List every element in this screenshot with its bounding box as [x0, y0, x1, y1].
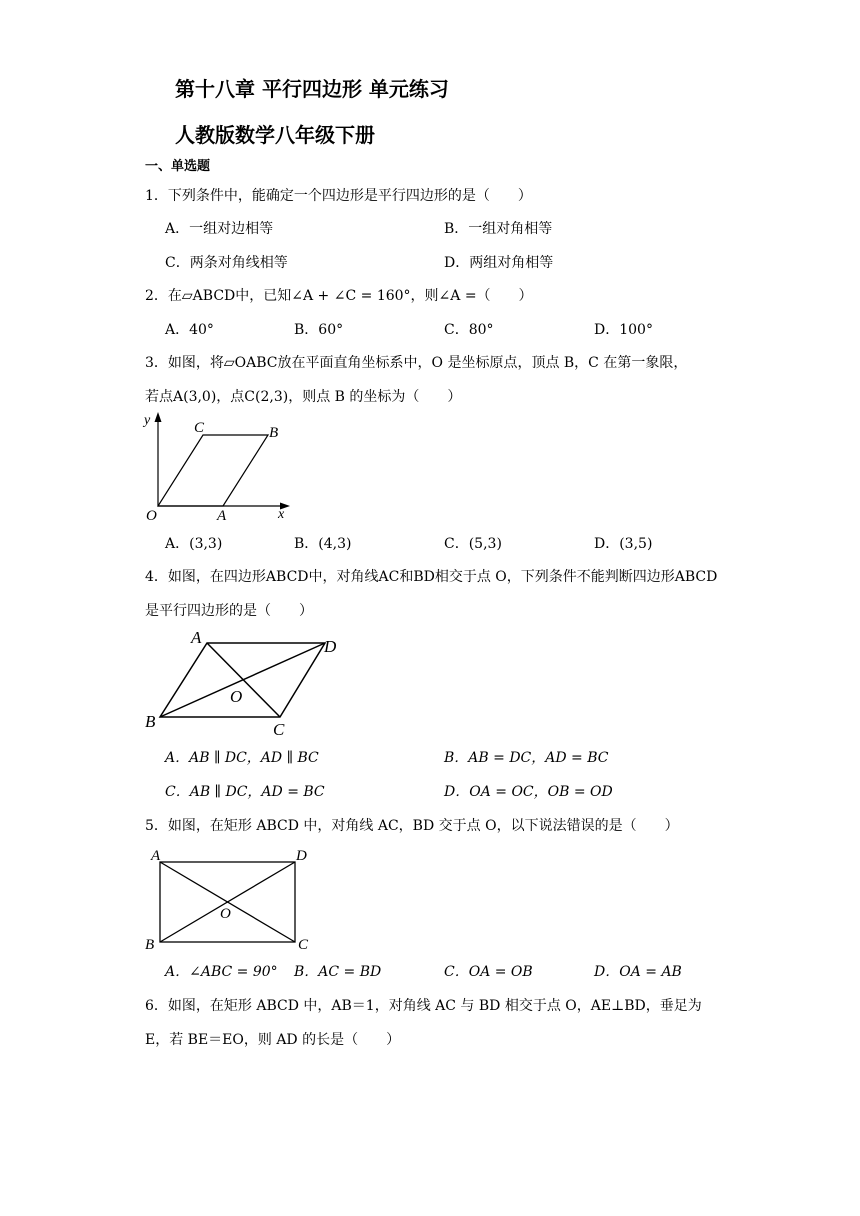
q2-option-b: B．60°	[294, 322, 344, 338]
title-line-2: 人教版数学八年级下册	[175, 123, 375, 147]
q4-option-c: C．AB ∥ DC，AD = BC	[165, 784, 325, 800]
label-a: A	[151, 848, 161, 864]
q3-option-b: B．(4,3)	[294, 536, 352, 552]
diagonal-bd	[160, 643, 325, 717]
q3-coordinate-figure	[140, 410, 300, 525]
label-b: B	[269, 425, 279, 441]
q4-option-d: D．OA = OC，OB = OD	[444, 784, 613, 800]
label-c: C	[273, 720, 285, 739]
q1-stem: 1．下列条件中，能确定一个四边形是平行四边形的是（ ）	[145, 188, 532, 204]
q5-option-a: A．∠ABC = 90°	[165, 964, 278, 980]
q4-quadrilateral-figure	[140, 625, 350, 740]
q3-option-a: A．(3,3)	[165, 536, 223, 552]
q5-option-b: B．AC = BD	[294, 964, 382, 980]
label-a: A	[217, 508, 227, 524]
q3-stem-line-1: 3．如图，将▱OABC放在平面直角坐标系中，O 是坐标原点，顶点 B，C 在第一象限，	[145, 355, 688, 371]
q1-option-b: B．一组对角相等	[444, 221, 553, 237]
label-b: B	[145, 712, 156, 731]
label-y: y	[144, 413, 151, 428]
section-heading: 一、单选题	[145, 159, 211, 174]
label-d: D	[324, 637, 337, 656]
q2-option-a: A．40°	[165, 322, 214, 338]
title-line-1: 第十八章 平行四边形 单元练习	[175, 77, 449, 101]
q3-option-c: C．(5,3)	[444, 536, 502, 552]
q1-option-a: A．一组对边相等	[165, 221, 274, 237]
q3-stem-line-2: 若点A(3,0)，点C(2,3)，则点 B 的坐标为（ ）	[145, 389, 462, 405]
label-o: O	[220, 906, 231, 922]
q2-option-c: C．80°	[444, 322, 494, 338]
q5-stem: 5．如图，在矩形 ABCD 中，对角线 AC，BD 交于点 O，以下说法错误的是（ ）	[145, 818, 679, 834]
q6-stem-line-1: 6．如图，在矩形 ABCD 中，AB＝1，对角线 AC 与 BD 相交于点 O，AE⊥BD，垂足为	[145, 998, 702, 1014]
q4-option-a: A．AB ∥ DC，AD ∥ BC	[165, 750, 319, 766]
q5-option-c: C．OA = OB	[444, 964, 533, 980]
q5-rectangle-figure	[140, 840, 320, 955]
label-a: A	[191, 628, 202, 647]
parallelogram-oabc	[158, 435, 268, 506]
label-c: C	[298, 937, 309, 953]
q5-option-d: D．OA = AB	[594, 964, 682, 980]
q4-stem-line-1: 4．如图，在四边形ABCD中，对角线AC和BD相交于点 O，下列条件不能判断四边形ABCD	[145, 569, 718, 585]
q1-option-d: D．两组对角相等	[444, 255, 554, 271]
label-o: O	[146, 508, 157, 524]
q2-stem: 2．在▱ABCD中，已知∠A + ∠C = 160°，则∠A =（ ）	[145, 288, 533, 304]
q1-option-c: C．两条对角线相等	[165, 255, 288, 271]
q4-stem-line-2: 是平行四边形的是（ ）	[145, 603, 313, 619]
label-x: x	[278, 507, 285, 522]
label-c: C	[194, 420, 205, 436]
label-b: B	[145, 937, 155, 953]
y-axis-arrow	[155, 412, 162, 422]
q4-option-b: B．AB = DC，AD = BC	[444, 750, 609, 766]
q3-option-d: D．(3,5)	[594, 536, 653, 552]
q2-option-d: D．100°	[594, 322, 653, 338]
q6-stem-line-2: E，若 BE＝EO，则 AD 的长是（ ）	[145, 1032, 401, 1048]
label-d: D	[296, 848, 307, 864]
label-o: O	[230, 687, 243, 706]
